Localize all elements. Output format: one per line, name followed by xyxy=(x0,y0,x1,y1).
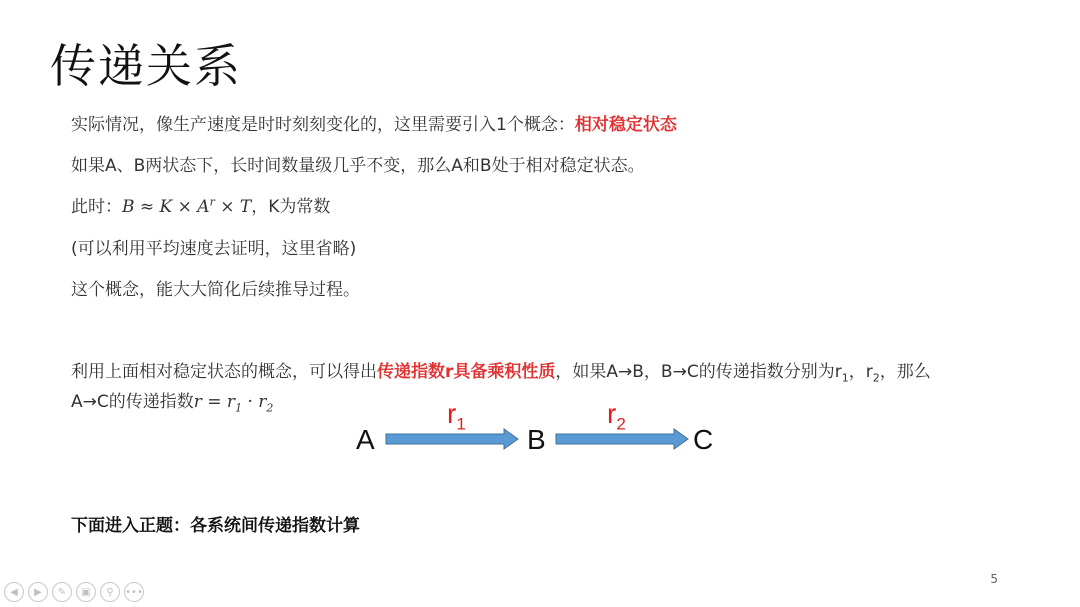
node-b: B xyxy=(527,424,546,455)
line-1-highlight: 相对稳定状态 xyxy=(574,115,677,135)
formula-exponent: r xyxy=(209,195,215,209)
line-5: 这个概念，能大大简化后续推导过程。 xyxy=(71,280,360,300)
formula-b-part2: × T xyxy=(214,197,252,217)
r1-sub: 1 xyxy=(456,414,466,434)
line-4: (可以利用平均速度去证明，这里省略) xyxy=(71,239,357,259)
pen-icon[interactable]: ✎ xyxy=(52,582,72,602)
previous-icon[interactable]: ◀ xyxy=(4,582,24,602)
next-icon[interactable]: ▶ xyxy=(28,582,48,602)
slide-title: 传递关系 xyxy=(50,39,242,93)
node-c: C xyxy=(693,424,714,455)
slides-icon[interactable]: ▣ xyxy=(76,582,96,602)
slideshow-toolbar xyxy=(4,582,144,602)
r2-main: r xyxy=(607,398,617,429)
line-1-text: 实际情况，像生产速度是时时刻刻变化的，这里需要引入1个概念： xyxy=(71,115,575,135)
line-2: 如果A、B两状态下，长时间数量级几乎不变，那么A和B处于相对稳定状态。 xyxy=(71,156,645,176)
line-6-c: ，r xyxy=(848,362,873,382)
line-6-a: 利用上面相对稳定状态的概念，可以得出 xyxy=(71,362,377,382)
line-6 xyxy=(71,357,931,384)
formula-r-sub2: 2 xyxy=(266,401,274,415)
more-icon[interactable]: ••• xyxy=(124,582,144,602)
arrow-a-b xyxy=(385,428,520,450)
line-7-a: A→C的传递指数 xyxy=(71,392,194,412)
line-6-sub1: 1 xyxy=(841,371,849,385)
line-6-sub2: 2 xyxy=(872,371,880,385)
arrow-b-c xyxy=(555,428,690,450)
r1-main: r xyxy=(447,398,457,429)
line-3-suffix: ，K为常数 xyxy=(251,197,331,217)
page-number: 5 xyxy=(990,572,998,586)
line-3 xyxy=(71,192,330,217)
line-6-d: ，那么 xyxy=(879,362,931,382)
line-6-highlight: 传递指数r具备乘积性质 xyxy=(377,362,556,382)
footer-line: 下面进入正题：各系统间传递指数计算 xyxy=(71,516,360,536)
line-6-b: ，如果A→B，B→C的传递指数分别为r xyxy=(555,362,842,382)
r2-sub: 2 xyxy=(616,414,626,434)
line-3-prefix: 此时： xyxy=(71,197,122,217)
line-1 xyxy=(71,110,677,135)
formula-r-part2: · r xyxy=(242,392,267,412)
formula-r-sub1: 1 xyxy=(235,401,243,415)
line-7 xyxy=(71,387,273,414)
zoom-icon[interactable]: ⚲ xyxy=(100,582,120,602)
formula-r-part1: r = r xyxy=(193,392,236,412)
node-a: A xyxy=(356,424,375,455)
formula-b-part1: B ≈ K × A xyxy=(122,197,210,217)
